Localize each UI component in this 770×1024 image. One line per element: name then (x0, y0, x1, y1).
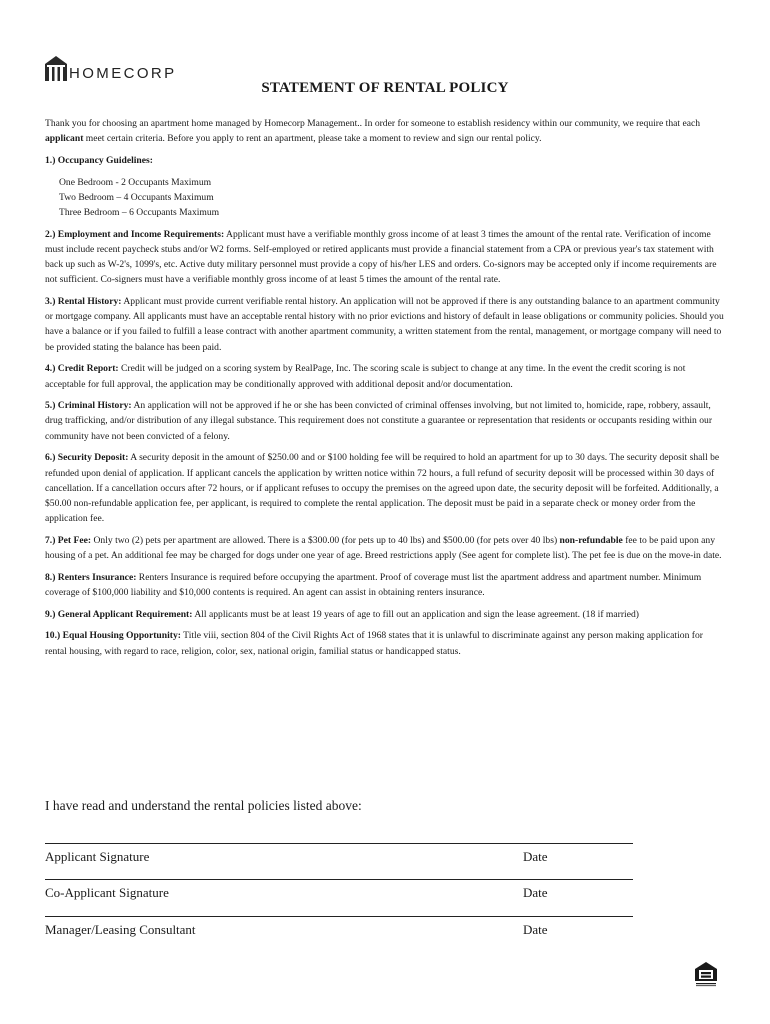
equal-housing-icon (694, 961, 718, 987)
section-criminal-history: 5.) Criminal History: An application will not be approved if he or she has been convicted of criminal offenses involving, but not limited to, homicide, rape, robbery, assault, drug trafficking, and/or distribution of any illegal substance. This requirement does not constitute a guarantee or representation that residents or occupants residing within our community have not been convicted of a felony. (45, 400, 713, 442)
building-logo-icon (44, 54, 68, 82)
section-occupancy-heading: 1.) Occupancy Guidelines: (45, 154, 153, 166)
co-applicant-signature-label: Co-Applicant Signature (45, 885, 169, 900)
section-rental-history: 3.) Rental History: Applicant must provide current verifiable rental history. An application will not be approved if there is any outstanding balance to an apartment community or mortgage company. All applicants must have an acceptable rental history with no prior evictions and history of default in lease obligations or community policies. Should you have a balance or if you failed to fulfill a lease contract with another apartment community, a written statement from the rental, management, or mortgage company will need to be provided stating the balance has been paid. (45, 296, 724, 353)
homecorp-logo (44, 54, 177, 82)
co-applicant-date-label: Date (523, 885, 548, 900)
applicant-signature-label: Applicant Signature (45, 849, 150, 864)
list-item: Two Bedroom – 4 Occupants Maximum (59, 191, 214, 203)
manager-signature-line[interactable] (45, 916, 633, 917)
manager-signature-label: Manager/Leasing Consultant (45, 922, 196, 937)
co-applicant-signature-line[interactable] (45, 879, 633, 880)
applicant-date-label: Date (523, 849, 548, 864)
page-title: STATEMENT OF RENTAL POLICY (261, 80, 509, 96)
applicant-signature-line[interactable] (45, 843, 633, 844)
section-equal-housing: 10.) Equal Housing Opportunity: Title viii, section 804 of the Civil Rights Act of 1968 states that it is unlawful to discriminate against any person making application for rental housing, with regard to race, religion, color, sex, national origin, familial status or handicapped status. (45, 630, 703, 657)
section-pet-fee: 7.) Pet Fee: Only two (2) pets per apartment are allowed. There is a $300.00 (for pets up to 40 lbs) and $500.00 (for pets over 40 lbs) non-refundable fee to be paid upon any housing of a pet. An additional fee may be charged for dogs under one year of age. Breed restrictions apply (See agent for complete list). The pet fee is due on the move-in date. (45, 534, 722, 562)
list-item: One Bedroom - 2 Occupants Maximum (59, 176, 212, 188)
occupancy-list (59, 175, 725, 221)
intro-paragraph: Thank you for choosing an apartment home managed by Homecorp Management.. In order for someone to establish residency within our community, we require that each applicant meet certain criteria. Before you apply to rent an apartment, please take a moment to review and sign our rental policy. (45, 118, 701, 145)
section-credit-report: 4.) Credit Report: Credit will be judged on a scoring system by RealPage, Inc. The scoring scale is subject to change at any time. In the event the credit scoring is not acceptable for full approval, the application may be conditionally approved with additional deposit and/or documentation. (45, 363, 686, 390)
section-employment-income: 2.) Employment and Income Requirements: Applicant must have a verifiable monthly gross income of at least 3 times the amount of the rental rate. Verification of income must include recent paycheck stubs and/or W2 forms. Self-employed or retired applicants must provide a financial statement from a CPA or previous year's tax statement with back up such as W-2's, 1099's, etc. Active duty military personnel must provide a copy of his/her LES and orders. Co-signors may be accepted only if income requirements are not sufficient. Co-signers must have a verifiable monthly gross income of at least 5 times the amount of the rental rate. (45, 228, 717, 286)
acknowledgement-text: I have read and understand the rental policies listed above: (45, 798, 362, 813)
manager-date-label: Date (523, 922, 548, 937)
section-general-requirement: 9.) General Applicant Requirement: All applicants must be at least 19 years of age to fill out an application and sign the lease agreement. (18 if married) (45, 608, 639, 620)
logo-text: HOMECORP (69, 65, 177, 82)
policy-body (45, 116, 725, 665)
section-security-deposit: 6.) Security Deposit: A security deposit in the amount of $250.00 and or $100 holding fee will be required to hold an apartment for up to 30 days. The security deposit shall be refunded upon denial of application. If applicant cancels the application by written notice within 72 hours, a full refund of security deposit will be processed within 30 days of cancellation. If a cancellation occurs after 72 hours, or if applicant refuses to occupy the premises on the agreed upon date, the security deposit will be forfeited. Additionally, a $50.00 non-refundable application fee, per applicant, is required to complete the rental application. The deposit must be paid in a separate check or money order from the application fee. (45, 452, 720, 525)
section-renters-insurance: 8.) Renters Insurance: Renters Insurance is required before occupying the apartment. Proof of coverage must list the apartment address and apartment number. Minimum coverage of $100,000 liability and $10,000 contents is required. An agent can assist in obtaining renters insurance. (45, 571, 702, 598)
list-item: Three Bedroom – 6 Occupants Maximum (59, 207, 220, 219)
equal-housing-logo (694, 961, 718, 992)
